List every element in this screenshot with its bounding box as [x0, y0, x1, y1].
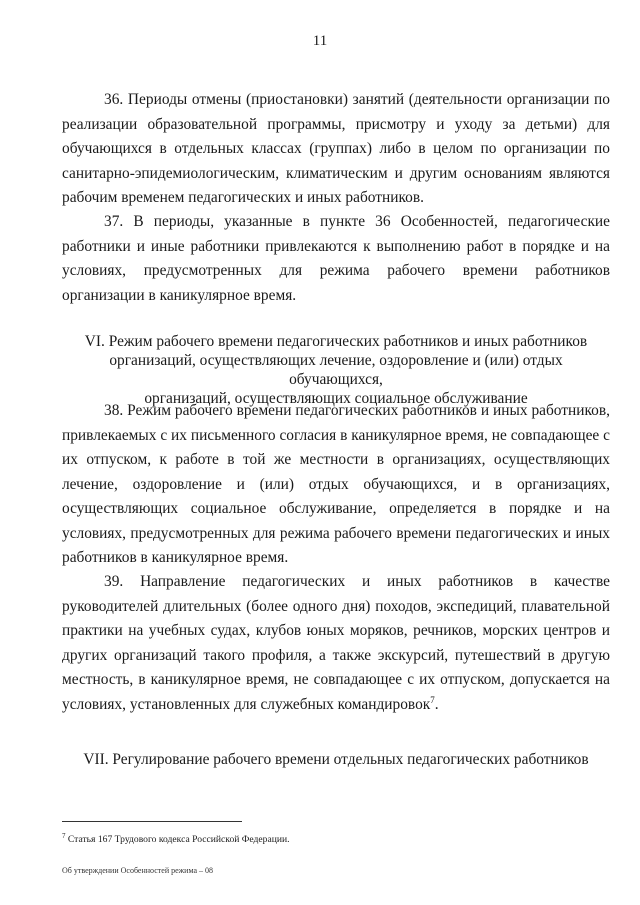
- paragraph-36-text: 36. Периоды отмены (приостановки) занятий (деятельности организации по реализации образовательной программы, присмотру и уходу за детьми) для обучающихся в отдельных классах (группах) либо в целом по организации по санитарно-эпидемиологическим, климатическим и другим основаниям являются рабочим временем педагогических и иных работников.: [62, 91, 610, 206]
- footnote-text: Статья 167 Трудового кодекса Российской Федерации.: [65, 834, 290, 846]
- section-7-heading-line: VII. Регулирование рабочего времени отдельных педагогических работников: [83, 751, 589, 768]
- section-6-heading-line-1: VI. Режим рабочего времени педагогических работников и иных работников: [84, 333, 588, 350]
- paragraph-39-text: 39. Направление педагогических и иных работников в качестве руководителей длительных (более одного дня) походов, экспедиций, плавательной практики на учебных судах, клубов юных моряков, речников, морских центров и других организаций такого профиля, а также экскурсий, путешествий в другую местность, в каникулярное время, не совпадающее с их отпуском, допускается на условиях, установленных для служебных командировок: [62, 573, 610, 713]
- paragraph-37: [62, 210, 610, 308]
- paragraph-38-text: 38. Режим рабочего времени педагогических работников и иных работников, привлекаемых с их письменного согласия в каникулярное время, не совпадающее с их отпуском, к работе в той же местности в организациях, осуществляющих лечение, оздоровление и (или) отдых обучающихся, и в организациях, осуществляющих социальное обслуживание, определяется в порядке и на условиях, предусмотренных для режима рабочего времени педагогических и иных работников в каникулярное время.: [62, 402, 610, 566]
- footnote-separator: [62, 821, 242, 822]
- paragraph-36: [62, 88, 610, 211]
- footnote-reference: 7: [430, 694, 435, 705]
- section-6-heading-line-2: организаций, осуществляющих лечение, оздоровление и (или) отдых обучающихся,: [109, 352, 563, 388]
- footnote-mark: 7: [62, 832, 66, 840]
- paragraph-37-text: 37. В периоды, указанные в пункте 36 Особенностей, педагогические работники и иные работники привлекаются к выполнению работ в порядке и на условиях, предусмотренных для режима рабочего времени работников организации в каникулярное время.: [62, 213, 610, 304]
- page-footer: Об утверждении Особенностей режима – 08: [62, 866, 214, 875]
- section-6-heading: [62, 332, 610, 408]
- paragraph-38: [62, 399, 610, 571]
- section-6-heading-line-3: организаций, осуществляющих социальное обслуживание: [144, 390, 528, 407]
- section-7-heading: [62, 750, 610, 769]
- paragraph-39: [62, 570, 610, 717]
- paragraph-39-end: .: [434, 695, 439, 713]
- page-number: 11: [312, 33, 328, 49]
- footnote: [62, 832, 562, 845]
